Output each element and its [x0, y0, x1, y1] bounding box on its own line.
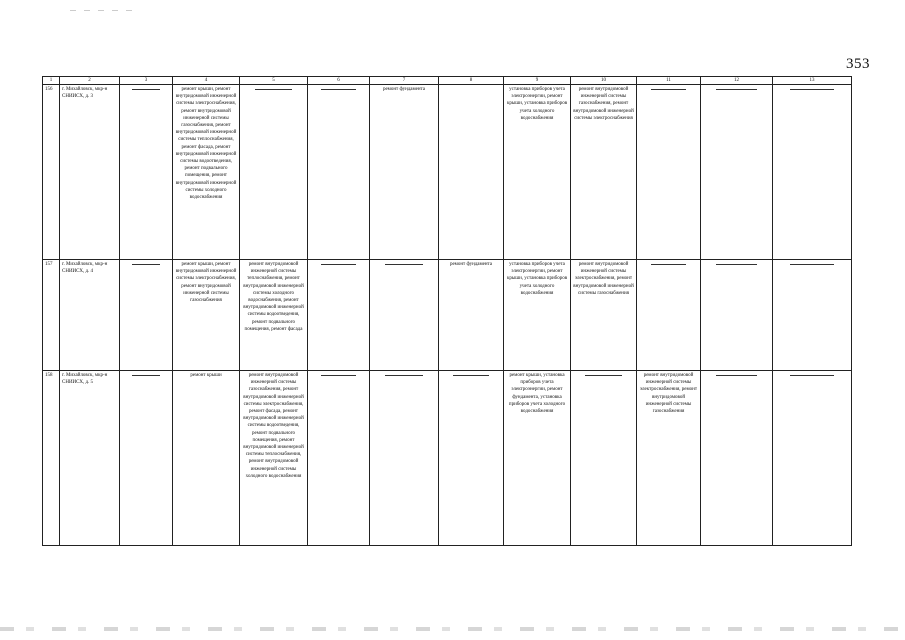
work-cell: ремонт внутридомовой инженерной системы теплоснабжения, ремонт внутридомовой инженерной системы холодного водоснабжения, ремонт внутридомовой инженерной системы водоотведения, ремонт подвального помещения, ремонт фасада: [240, 260, 308, 371]
work-cell: ремонт внутридомовой инженерной системы электроснабжения, ремонт внутридомовой инженерной системы газоснабжения: [637, 371, 701, 546]
empty-cell: [637, 260, 701, 371]
column-header: 3: [120, 77, 173, 85]
table-row: [43, 85, 852, 260]
table-row: [43, 371, 852, 546]
dash-mark: [321, 264, 355, 265]
empty-cell: [701, 85, 773, 260]
column-header: 6: [308, 77, 370, 85]
scan-noise-bottom: [0, 627, 905, 631]
column-header: 4: [173, 77, 240, 85]
scan-noise-top: [70, 10, 140, 11]
address-cell: г. Михайловск, мкр-н СНИИСХ, д. 5: [60, 371, 120, 546]
column-header: 5: [240, 77, 308, 85]
column-header: 10: [571, 77, 637, 85]
dash-mark: [790, 375, 834, 376]
work-cell: ремонт крыши, установка приборов учета электроэнергии, ремонт фундамента, установка приборов учета холодного водоснабжения: [504, 371, 571, 546]
dash-mark: [790, 89, 834, 90]
work-cell: установка приборов учета электроэнергии, ремонт крыши, установка приборов учета холодного водоснабжения: [504, 260, 571, 371]
dash-mark: [385, 264, 423, 265]
dash-mark: [651, 89, 686, 90]
empty-cell: [773, 85, 852, 260]
dash-mark: [385, 375, 423, 376]
work-cell: ремонт крыши, ремонт внутридомовой инженерной системы электроснабжения, ремонт внутридомовой инженерной системы газоснабжения, ремонт внутридомовой инженерной системы теплоснабжения, ремонт фасада, ремонт внутридомовой инженерной системы водоотведения, ремонт подвального помещения, ремонт внутридомовой инженерной системы холодного водоснабжения: [173, 85, 240, 260]
table-row: [43, 260, 852, 371]
dash-mark: [321, 89, 355, 90]
dash-mark: [790, 264, 834, 265]
empty-cell: [637, 85, 701, 260]
empty-cell: [439, 371, 504, 546]
row-number: 156: [43, 85, 60, 260]
column-number-row: [43, 77, 852, 85]
work-cell: ремонт внутридомовой инженерной системы электроснабжения, ремонт внутридомовой инженерной системы газоснабжения: [571, 260, 637, 371]
dash-mark: [716, 375, 756, 376]
empty-cell: [308, 260, 370, 371]
dash-mark: [585, 375, 622, 376]
address-cell: г. Михайловск, мкр-н СНИИСХ, д. 3: [60, 85, 120, 260]
empty-cell: [571, 371, 637, 546]
dash-mark: [321, 375, 355, 376]
column-header: 13: [773, 77, 852, 85]
empty-cell: [701, 371, 773, 546]
work-cell: ремонт фундамента: [439, 260, 504, 371]
empty-cell: [370, 260, 439, 371]
row-number: 158: [43, 371, 60, 546]
repair-schedule-table: [42, 76, 852, 546]
row-number: 157: [43, 260, 60, 371]
column-header: 12: [701, 77, 773, 85]
column-header: 8: [439, 77, 504, 85]
empty-cell: [439, 85, 504, 260]
work-cell: ремонт фундамента: [370, 85, 439, 260]
empty-cell: [240, 85, 308, 260]
empty-cell: [308, 371, 370, 546]
dash-mark: [132, 264, 161, 265]
empty-cell: [370, 371, 439, 546]
address-cell: г. Михайловск, мкр-н СНИИСХ, д. 4: [60, 260, 120, 371]
dash-mark: [716, 89, 756, 90]
empty-cell: [773, 260, 852, 371]
dash-mark: [132, 375, 161, 376]
column-header: 7: [370, 77, 439, 85]
dash-mark: [716, 264, 756, 265]
empty-cell: [308, 85, 370, 260]
column-header: 1: [43, 77, 60, 85]
empty-cell: [773, 371, 852, 546]
work-cell: установка приборов учета электроэнергии, ремонт крыши, установка приборов учета холодного водоснабжения: [504, 85, 571, 260]
work-cell: ремонт внутридомовой инженерной системы газоснабжения, ремонт внутридомовой инженерной системы электроснабжения: [571, 85, 637, 260]
work-cell: ремонт крыши, ремонт внутридомовой инженерной системы электроснабжения, ремонт внутридомовой инженерной системы газоснабжения: [173, 260, 240, 371]
empty-cell: [120, 85, 173, 260]
column-header: 11: [637, 77, 701, 85]
dash-mark: [453, 375, 489, 376]
dash-mark: [255, 89, 293, 90]
dash-mark: [132, 89, 161, 90]
dash-mark: [651, 264, 686, 265]
column-header: 2: [60, 77, 120, 85]
empty-cell: [120, 260, 173, 371]
work-cell: ремонт внутридомовой инженерной системы газоснабжения, ремонт внутридомовой инженерной системы электроснабжения, ремонт фасада, ремонт внутридомовой инженерной системы водоотведения, ремонт подвального помещения, ремонт внутридомовой инженерной системы теплоснабжения, ремонт внутридомовой инженерной системы холодного водоснабжения: [240, 371, 308, 546]
page-number: 353: [846, 56, 870, 72]
work-cell: ремонт крыши: [173, 371, 240, 546]
empty-cell: [120, 371, 173, 546]
empty-cell: [701, 260, 773, 371]
column-header: 9: [504, 77, 571, 85]
